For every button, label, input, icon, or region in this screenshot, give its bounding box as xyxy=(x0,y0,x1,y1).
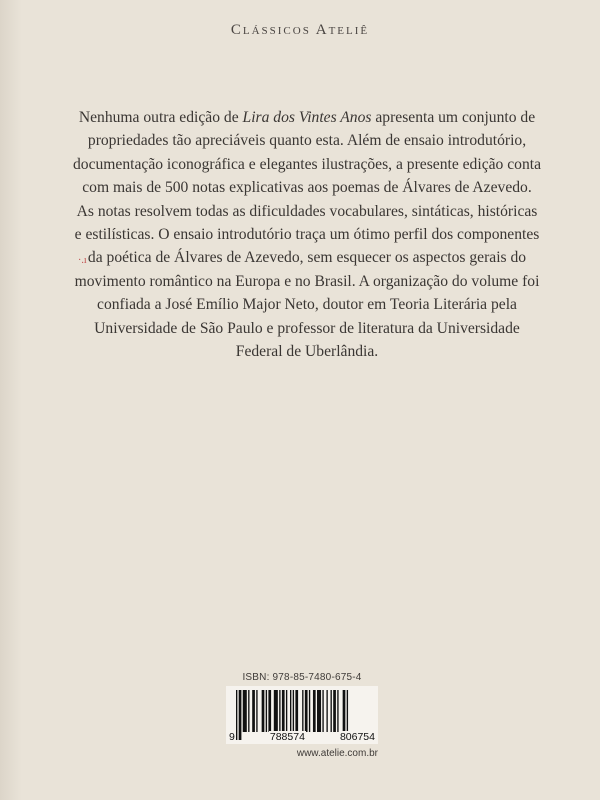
barcode-bar xyxy=(274,690,278,732)
barcode-bar xyxy=(266,690,267,732)
barcode-bar xyxy=(286,690,287,732)
barcode-bar xyxy=(268,690,271,732)
barcode-bar xyxy=(279,690,280,732)
barcode-bar xyxy=(333,690,336,732)
barcode-bar xyxy=(248,690,249,732)
barcode-digit-lead: 9 xyxy=(229,731,235,743)
book-title: Lira dos Vintes Anos xyxy=(242,109,372,126)
series-title-text: Clássicos Ateliê xyxy=(230,22,370,38)
barcode-digit-group-1: 788574 xyxy=(269,731,305,743)
barcode-bar xyxy=(290,690,291,732)
barcode-bar xyxy=(337,690,338,732)
barcode-bar xyxy=(331,690,332,732)
barcode-bar xyxy=(322,690,323,732)
barcode-bar xyxy=(317,690,321,732)
blurb-paragraph-2: As notas resolvem todas as dificuldades vocabulares, sintáticas, históricas e estilísticas. O ensaio introdutório traça um ótimo perfil dos componentes da poética de Álvares de Azevedo, sem esquecer os aspectos gerais do movimento romântico na Europa e no Brasil. A organização do volume foi confiada a José Emílio Major Neto, doutor em Teoria Literária pela Universidade de São Paulo e professor de literatura da Universidade Federal de Uberlândia. xyxy=(74,202,540,361)
spine-edge xyxy=(0,0,22,800)
barcode-bar xyxy=(243,690,247,732)
barcode-bar xyxy=(282,690,285,732)
barcode-bar xyxy=(252,690,255,732)
publisher-url: www.atelie.com.br xyxy=(296,748,378,759)
blurb-paragraph-1: Nenhuma outra edição de Lira dos Vintes Anos apresenta um conjunto de propriedades tão apreciáveis quanto esta. Além de ensaio introdutório, documentação iconográfica e elegantes ilustrações, a presente edição conta com mais de 500 notas explicativas aos poemas de Álvares de Azevedo. xyxy=(72,109,541,197)
barcode-bar xyxy=(309,690,310,732)
barcode-bar xyxy=(295,690,298,732)
barcode-bar xyxy=(326,690,327,732)
series-title xyxy=(0,22,600,39)
barcode xyxy=(226,686,378,744)
barcode-bar xyxy=(343,690,346,732)
barcode-bar xyxy=(256,690,257,732)
barcode-area xyxy=(226,672,378,759)
isbn-label: ISBN: 978-85-7480-675-4 xyxy=(242,672,362,683)
ink-mark: ·.ı xyxy=(78,255,87,266)
barcode-bar xyxy=(305,690,308,732)
barcode-bar xyxy=(313,690,316,732)
blurb-text xyxy=(72,106,542,363)
barcode-bar xyxy=(262,690,265,732)
barcode-digit-group-2: 806754 xyxy=(339,731,375,743)
barcode-digits xyxy=(226,731,378,743)
barcode-bar xyxy=(302,690,303,732)
